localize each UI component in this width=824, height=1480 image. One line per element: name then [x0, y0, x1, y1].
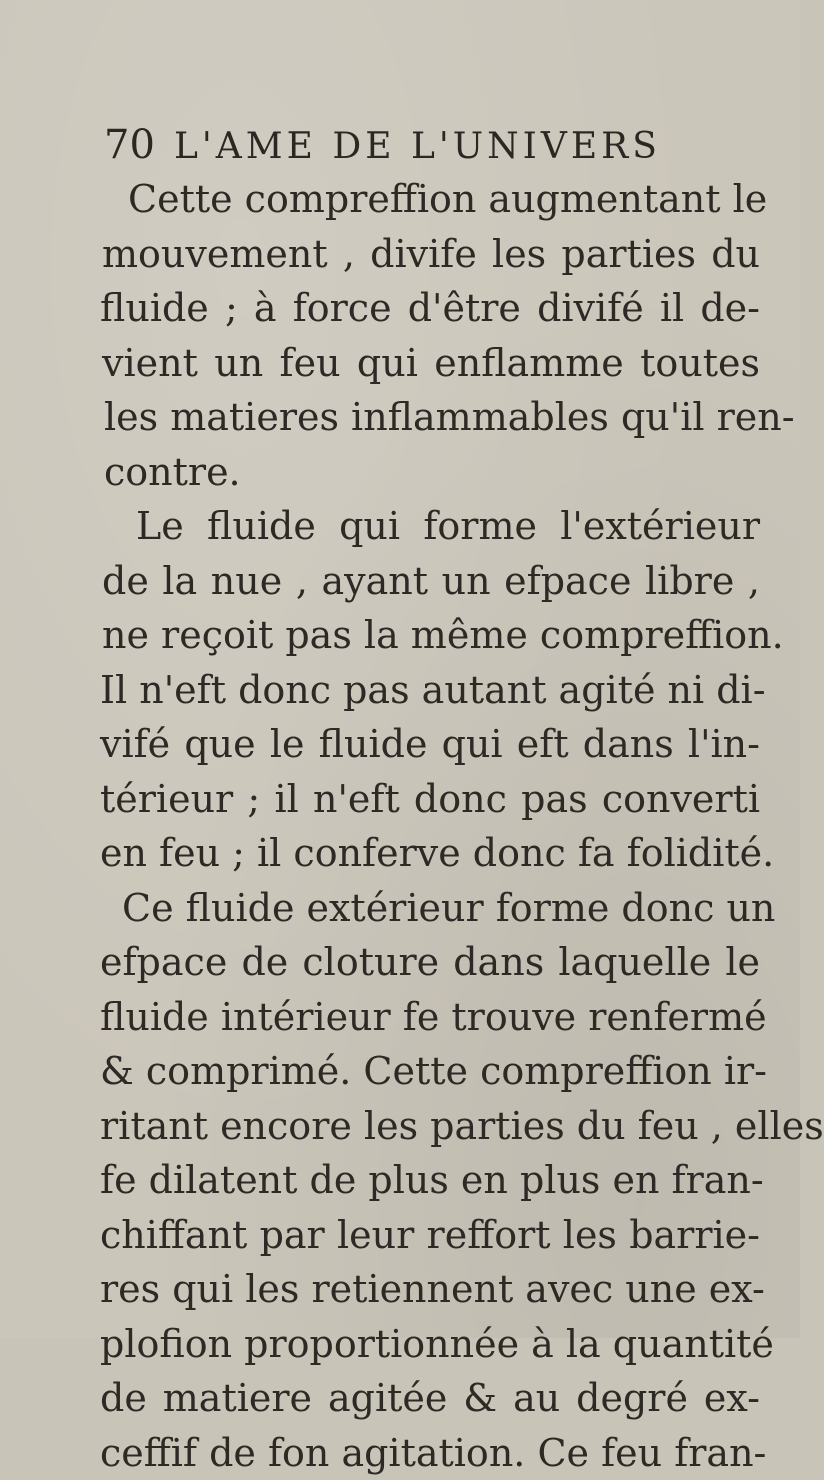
text-line: Ce fluide extérieur forme donc un — [100, 881, 760, 936]
page-number: 70 — [104, 122, 155, 168]
text-line: de la nue , ayant un efpace libre , — [100, 554, 760, 609]
text-line: en feu ; il conferve donc fa folidité. — [100, 826, 760, 881]
text-line: térieur ; il n'eft donc pas converti — [100, 772, 760, 827]
text-line: fluide intérieur fe trouve renfermé — [100, 990, 760, 1045]
body-text — [100, 172, 760, 1480]
text-line: de matiere agitée & au degré ex- — [100, 1371, 760, 1426]
text-line: efpace de cloture dans laquelle le — [100, 935, 760, 990]
text-line: ne reçoit pas la même compreffion. — [100, 608, 760, 663]
text-line: vifé que le fluide qui eft dans l'in- — [100, 717, 760, 772]
text-line: & comprimé. Cette compreffion ir- — [100, 1044, 760, 1099]
text-line: plofion proportionnée à la quantité — [100, 1317, 760, 1372]
text-line: contre. — [100, 445, 760, 500]
running-head: L'AME DE L'UNIVERS — [174, 126, 661, 167]
text-line: Le fluide qui forme l'extérieur — [100, 499, 760, 554]
text-line: mouvement , divife les parties du — [100, 227, 760, 282]
text-line: fe dilatent de plus en plus en fran- — [100, 1153, 760, 1208]
text-line: les matieres inflammables qu'il ren- — [100, 390, 760, 445]
text-line: vient un feu qui enflamme toutes — [100, 336, 760, 391]
text-line: Cette compreffion augmentant le — [100, 172, 760, 227]
text-line: res qui les retiennent avec une ex- — [100, 1262, 760, 1317]
text-line: Il n'eft donc pas autant agité ni di- — [100, 663, 760, 718]
text-line: fluide ; à force d'être divifé il de- — [100, 281, 760, 336]
text-line: ceffif de fon agitation. Ce feu fran- — [100, 1426, 760, 1480]
text-line: chiffant par leur reffort les barrie- — [100, 1208, 760, 1263]
text-line: ritant encore les parties du feu , elles — [100, 1099, 760, 1154]
